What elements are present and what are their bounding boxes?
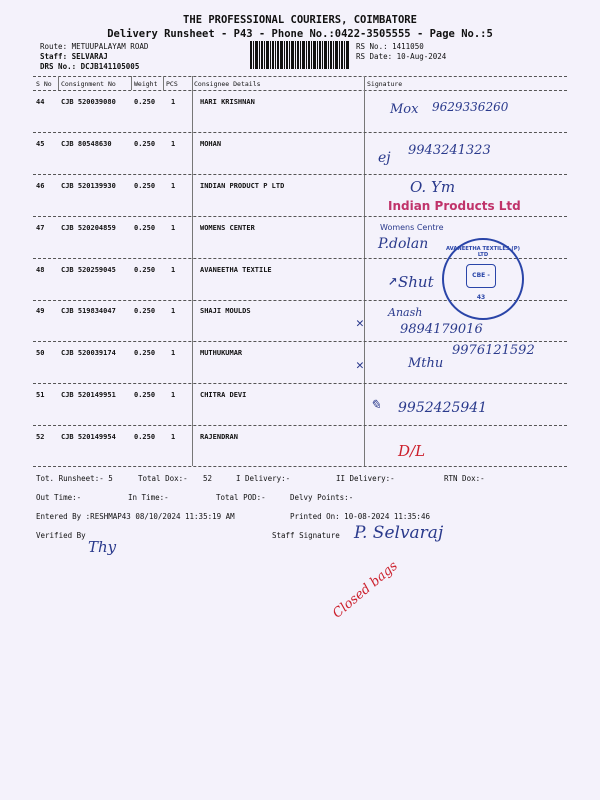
total-dox-value: 52 xyxy=(203,474,213,483)
red-handwritten-note: Closed bags xyxy=(330,558,401,622)
stamp-indian-products: Indian Products Ltd xyxy=(388,199,521,213)
recipient-name-49: Anash xyxy=(388,306,423,319)
phone-44: 9629336260 xyxy=(432,100,509,114)
signature-44: Mox xyxy=(390,102,419,117)
company-seal-stamp: AVANEETHA TEXTILES (P) LTD CBE - 43 xyxy=(442,238,524,320)
staff-signature-label: Staff Signature xyxy=(272,531,340,540)
phone-49: 9894179016 xyxy=(400,322,483,337)
cross-mark-48: ↗ xyxy=(388,270,398,289)
table-row: 48 CJB 520259045 0.250 1 AVANEETHA TEXTILE xyxy=(36,266,272,274)
rs-date: RS Date: 10-Aug-2024 xyxy=(356,52,447,61)
cross-mark-50: ✕ xyxy=(356,358,364,373)
signature-51-mark: ✎ xyxy=(370,398,381,413)
i-delivery: I Delivery:- xyxy=(236,474,291,483)
stamp-womens-centre: Womens Centre xyxy=(380,223,444,232)
table-row: 45 CJB 80548630 0.250 1 MOHAN xyxy=(36,140,222,148)
staff: Staff: SELVARAJ xyxy=(40,52,108,61)
table-row: 50 CJB 520039174 0.250 1 MUTHUKUMAR xyxy=(36,349,243,357)
delivery-note-dl: D/L xyxy=(398,442,426,460)
ii-delivery: II Delivery:- xyxy=(336,474,395,483)
in-time: In Time:- xyxy=(128,493,169,502)
company-title: THE PROFESSIONAL COURIERS, COIMBATORE xyxy=(183,14,417,26)
table-header-line xyxy=(33,90,567,91)
signature-47: P.dolan xyxy=(378,236,429,252)
table-row: 44 CJB 520039080 0.250 1 HARI KRISHNAN xyxy=(36,98,255,106)
drs-number: DRS No.: DCJB141105005 xyxy=(40,62,140,71)
table-row: 51 CJB 520149951 0.250 1 CHITRA DEVI xyxy=(36,391,247,399)
phone-50: 9976121592 xyxy=(452,343,535,358)
rtn-dox: RTN Dox:- xyxy=(444,474,485,483)
out-time: Out Time:- xyxy=(36,493,82,502)
table-row: 49 CJB 519834047 0.250 1 SHAJI MOULDS xyxy=(36,307,251,315)
signature-50: Mthu xyxy=(408,356,444,371)
delvy-points: Delvy Points:- xyxy=(290,493,354,502)
staff-signature: P. Selvaraj xyxy=(354,523,444,543)
table-row: 46 CJB 520139930 0.250 1 INDIAN PRODUCT P LTD xyxy=(36,182,285,190)
col-weight: Weight xyxy=(134,80,158,88)
barcode xyxy=(250,41,350,69)
phone-51: 9952425941 xyxy=(398,400,488,416)
table-top-line xyxy=(33,76,567,77)
route: Route: METUUPALAYAM ROAD xyxy=(40,42,149,51)
table-row: 52 CJB 520149954 0.250 1 RAJENDRAN xyxy=(36,433,238,441)
total-pod: Total POD:- xyxy=(216,493,266,502)
col-signature: Signature xyxy=(367,80,403,88)
signature-45: ej xyxy=(378,150,391,166)
runsheet-subtitle: Delivery Runsheet - P43 - Phone No.:0422-3505555 - Page No.:5 xyxy=(107,28,493,40)
signature-48: Shut xyxy=(398,273,434,291)
cross-mark-49: ✕ xyxy=(356,316,364,331)
tot-runsheet: Tot. Runsheet:- 5 xyxy=(36,474,113,483)
total-dox-label: Total Dox:- xyxy=(138,474,188,483)
phone-45: 9943241323 xyxy=(408,143,491,158)
rs-number: RS No.: 1411050 xyxy=(356,42,424,51)
table-row: 47 CJB 520204859 0.250 1 WOMENS CENTER xyxy=(36,224,255,232)
signature-46: O. Ym xyxy=(410,178,456,196)
printed-on: Printed On: 10-08-2024 11:35:46 xyxy=(290,512,430,521)
col-sno: S No xyxy=(36,80,52,88)
col-consignment: Consignment No xyxy=(61,80,116,88)
entered-by: Entered By :RESHMAP43 08/10/2024 11:35:19 AM xyxy=(36,512,235,521)
col-consignee: Consignee Details xyxy=(194,80,261,88)
verified-by-label: Verified By xyxy=(36,531,86,540)
col-pcs: PCS xyxy=(166,80,178,88)
verified-by-signature: Thy xyxy=(88,538,117,556)
